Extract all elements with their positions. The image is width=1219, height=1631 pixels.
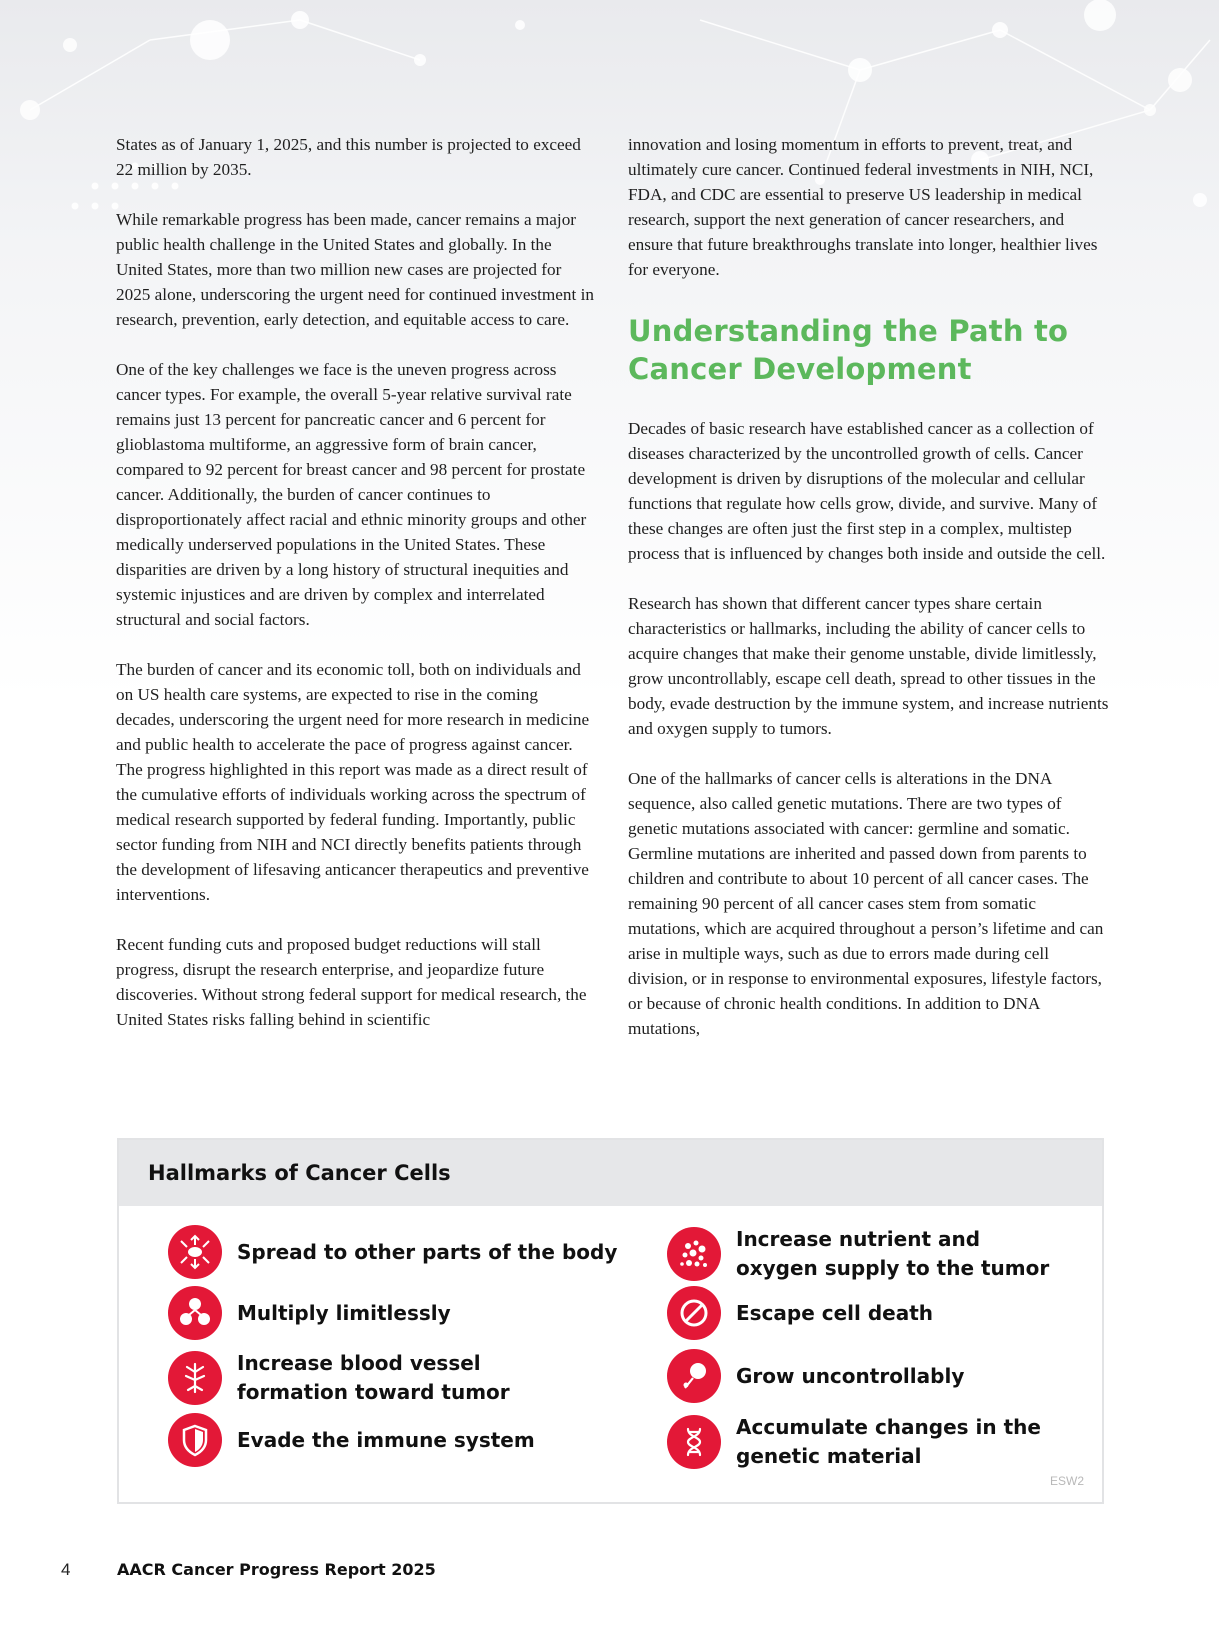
hallmark-item xyxy=(168,1286,451,1340)
hallmark-label: Spread to other parts of the body xyxy=(237,1239,618,1264)
hallmarks-title: Hallmarks of Cancer Cells xyxy=(148,1161,451,1185)
dna-icon xyxy=(667,1415,721,1469)
hallmark-item xyxy=(168,1349,597,1407)
section-heading: Understanding the Path to Cancer Development xyxy=(628,314,1069,386)
page-footer xyxy=(0,1560,1219,1584)
figure-code: ESW2 xyxy=(1049,1474,1084,1488)
left-paragraph-4: The burden of cancer and its economic toll, both on individuals and on US health care systems, are expected to rise in the coming decades, underscoring the urgent need for more research in medicine and public health to accelerate the pace of progress against cancer. The progress highlighted in this report was made as a direct result of the cumulative efforts of individuals working across the spectrum of medical research supported by federal funding. Importantly, public sector funding from NIH and NCI directly benefits patients through the development of lifesaving anticancer therapeutics and preventive interventions. xyxy=(116,660,590,904)
right-paragraph-4: One of the hallmarks of cancer cells is alterations in the DNA sequence, also called genetic mutations. There are two types of genetic mutations associated with cancer: germline and somatic. Germline mutations are inherited and passed down from parents to children and contribute to about 10 percent of all cancer cases. The remaining 90 percent of all cancer cases stem from somatic mutations, which are acquired throughout a person’s lifetime and can arise in multiple ways, such as due to errors made during cell division, or in response to environmental exposures, lifestyle factors, or because of chronic health conditions. In addition to DNA mutations, xyxy=(628,769,1104,1038)
left-text-column xyxy=(116,132,594,1032)
dividing-cells-icon xyxy=(168,1286,222,1340)
hallmark-label: Evade the immune system xyxy=(237,1427,535,1452)
left-paragraph-3: One of the key challenges we face is the uneven progress across cancer types. For example, the overall 5-year relative survival rate remains just 13 percent for pancreatic cancer and 6 percent for glioblastoma multiforme, an aggressive form of brain cancer, compared to 92 percent for breast cancer and 98 percent for prostate cancer. Additionally, the burden of cancer continues to disproportionately affect racial and ethnic minority groups and other medically underserved populations in the United States. These disparities are driven by a long history of structural inequities and systemic injustices and are driven by complex and interrelated structural and social factors. xyxy=(116,360,587,629)
hallmark-label: Multiply limitlessly xyxy=(237,1300,451,1325)
right-text-column xyxy=(628,132,1110,1041)
shield-icon xyxy=(168,1413,222,1467)
growing-cell-icon xyxy=(667,1349,721,1403)
left-paragraph-2: While remarkable progress has been made, cancer remains a major public health challenge in the United States and globally. In the United States, more than two million new cases are projected for 2025 alone, underscoring the urgent need for continued investment in research, prevention, early detection, and equitable access to care. xyxy=(116,210,594,329)
prohibition-icon xyxy=(667,1286,721,1340)
right-paragraph-2: Decades of basic research have established cancer as a collection of diseases characterized by the uncontrolled growth of cells. Cancer development is driven by disruptions of the molecular and cellular functions that regulate how cells grow, divide, and survive. Many of these changes are often just the first step in a complex, multistep process that is influenced by changes both inside and outside the cell. xyxy=(628,419,1106,563)
hallmark-label: Increase blood vessel formation toward tumor xyxy=(237,1351,510,1404)
hallmark-label: Accumulate changes in the genetic material xyxy=(736,1415,1041,1468)
hallmark-item xyxy=(667,1413,1056,1471)
blood-vessel-icon xyxy=(168,1351,222,1405)
hallmark-label: Increase nutrient and oxygen supply to the tumor xyxy=(736,1227,1050,1280)
hallmark-item xyxy=(168,1225,617,1279)
hallmarks-box xyxy=(117,1138,1104,1504)
hallmark-item xyxy=(667,1349,964,1403)
left-paragraph-1: States as of January 1, 2025, and this number is projected to exceed 22 million by 2035. xyxy=(116,135,581,179)
hallmark-label: Grow uncontrollably xyxy=(736,1363,965,1388)
report-title: AACR Cancer Progress Report 2025 xyxy=(117,1560,436,1579)
hallmark-label: Escape cell death xyxy=(736,1300,934,1325)
hallmark-item xyxy=(667,1225,1066,1283)
hallmark-item xyxy=(667,1286,933,1340)
hallmarks-header xyxy=(119,1140,1102,1206)
left-paragraph-5: Recent funding cuts and proposed budget reductions will stall progress, disrupt the research enterprise, and jeopardize future discoveries. Without strong federal support for medical research, the United States risks falling behind in scientific xyxy=(116,935,587,1029)
page-number: 4 xyxy=(61,1560,71,1579)
right-paragraph-3: Research has shown that different cancer types share certain characteristics or hallmarks, including the ability of cancer cells to acquire changes that make their genome unstable, divide limitlessly, grow uncontrollably, escape cell death, spread to other tissues in the body, evade destruction by the immune system, and increase nutrients and oxygen supply to tumors. xyxy=(628,594,1109,738)
nutrient-dots-icon xyxy=(667,1227,721,1281)
right-paragraph-1: innovation and losing momentum in efforts to prevent, treat, and ultimately cure cancer. Continued federal investments in NIH, NCI, FDA, and CDC are essential to preserve US leadership in medical research, support the next generation of cancer researchers, and ensure that future breakthroughs translate into longer, healthier lives for everyone. xyxy=(628,135,1098,279)
hallmark-item xyxy=(168,1413,535,1467)
spread-arrows-icon xyxy=(168,1225,222,1279)
